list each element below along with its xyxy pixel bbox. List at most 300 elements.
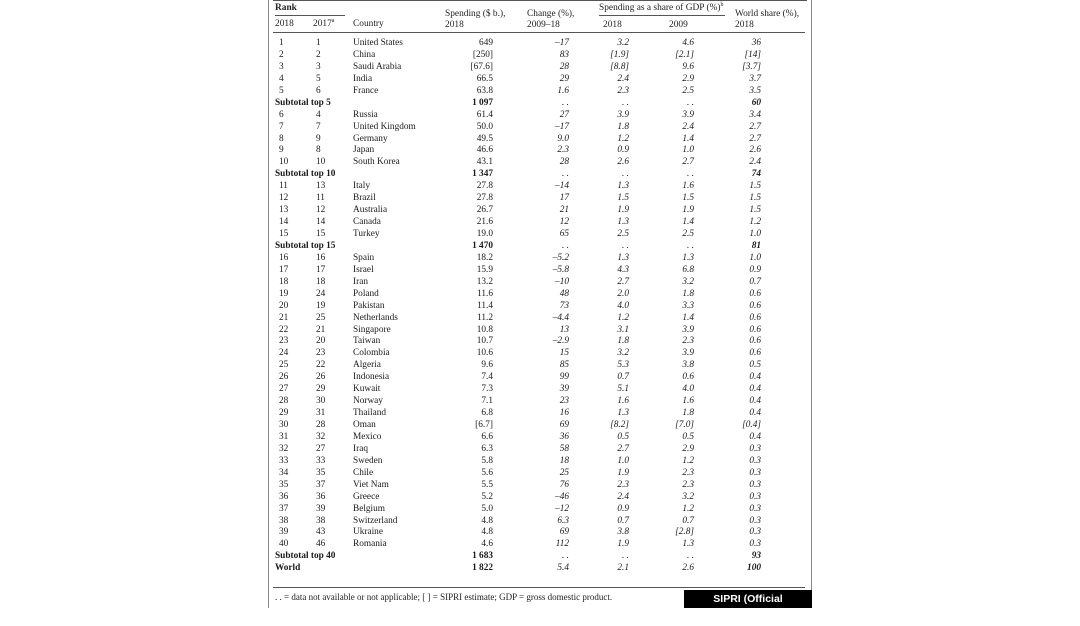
rank-2017-cell: 16 [316,252,326,263]
rank-2018-cell: 4 [279,73,284,84]
rank-2018-cell: 28 [279,396,289,407]
gdp-2018-cell: 2.6 [617,157,629,168]
gdp-2009-cell: 0.5 [682,431,694,442]
rank-2018-cell: 23 [279,336,289,347]
gdp-2018-cell: 4.0 [617,300,629,311]
rank-2018-cell: 19 [279,288,289,299]
gdp-2009-cell: 2.6 [682,563,694,574]
gdp-2009-cell: 4.0 [682,384,694,395]
rank-2018-cell: 14 [279,217,289,228]
table-row [269,133,809,145]
country-cell: Romania [353,539,387,550]
spending-cell: 7.3 [481,384,493,395]
change-cell: –46 [555,491,569,502]
table-row [269,503,809,515]
country-cell: Colombia [353,348,390,359]
table-row [269,204,809,216]
gdp-2018-cell: . . [622,240,629,251]
spending-cell: 10.8 [476,324,493,335]
country-cell: Greece [353,491,380,502]
gdp-2018-cell: 1.3 [617,181,629,192]
rank-2018-cell: 12 [279,193,289,204]
rank-2017-cell: 37 [316,479,326,490]
gdp-2009-cell: 3.9 [682,109,694,120]
rank-2017-cell: 39 [316,503,326,514]
gdp-2018-cell: 3.1 [617,324,629,335]
gdp-2018-cell: 0.7 [617,372,629,383]
country-cell: Oman [353,420,376,430]
table-row [269,491,809,503]
world-share-cell: 0.3 [749,455,761,466]
country-cell: Poland [353,288,379,299]
country-cell: Algeria [353,360,381,371]
world-share-cell: 0.6 [749,336,761,347]
table-row [269,109,809,121]
table-row [269,228,809,240]
gdp-2018-cell: 0.9 [617,503,629,514]
country-cell: United States [353,38,403,48]
world-share-cell: 0.5 [749,360,761,371]
spending-cell: 7.1 [481,396,493,407]
change-cell: –12 [555,503,569,514]
gdp-2018-cell: 1.3 [617,252,629,263]
country-cell: Saudi Arabia [353,61,402,72]
rank-2017-cell: 31 [316,408,326,419]
world-share-cell: 0.9 [749,264,761,275]
rank-2017-cell: 29 [316,384,326,395]
world-share-cell: 0.6 [749,288,761,299]
world-share-cell: 0.3 [749,515,761,526]
rank-2017-cell: 7 [316,121,321,132]
spending-cell: 5.8 [481,455,493,466]
spending-cell: 46.6 [476,145,493,156]
country-cell: Norway [353,396,383,407]
subtotal-row [269,240,809,252]
rank-2018-cell: 11 [279,181,288,192]
table-row [269,538,809,550]
rank-2017-cell: 27 [316,443,326,454]
spending-cell: 1 347 [472,169,493,180]
country-cell: Belgium [353,503,386,514]
change-cell: 29 [559,73,569,84]
change-cell: 69 [559,527,569,538]
gdp-2009-cell: 1.6 [682,181,694,192]
change-cell: . . [562,240,569,251]
rank-2017-cell: 15 [316,229,326,239]
rank-2017-cell: 9 [316,133,321,144]
world-share-cell: 2.4 [749,157,761,168]
gdp-2018-cell: 2.0 [617,288,629,299]
rank-2017-cell: 23 [316,348,326,359]
spending-cell: 10.7 [476,336,493,347]
world-share-cell: 0.4 [749,372,761,383]
spending-cell: 6.8 [481,408,493,419]
change-cell: 58 [559,443,569,454]
spending-cell: 15.9 [476,264,493,275]
table-row [269,276,809,288]
change-cell: . . [562,551,569,562]
change-cell: 9.0 [557,133,569,144]
rank-2018-cell: 33 [279,455,289,466]
gdp-2018-cell: 2.5 [617,229,629,239]
world-share-cell: 81 [751,240,761,251]
header-gdp-2009: 2009 [669,20,688,30]
gdp-2018-cell: 1.5 [617,193,629,204]
gdp-2018-cell: 3.8 [617,527,629,538]
header-country: Country [353,19,384,29]
rank-2018-cell: 32 [279,443,289,454]
table-row [269,455,809,467]
gdp-2018-cell: 2.3 [617,85,629,96]
country-cell: Germany [353,133,388,144]
table-row [269,252,809,264]
world-share-cell: 0.6 [749,324,761,335]
gdp-2018-cell: [8.2] [610,420,629,430]
country-cell: Netherlands [353,312,398,323]
header-spending-l1: Spending ($ b.), [445,9,506,19]
header-gdp-group-note: b [720,1,724,8]
rank-2017-cell: 21 [316,324,326,335]
gdp-2018-cell: 2.3 [617,479,629,490]
spending-cell: 27.8 [476,193,493,204]
world-share-cell: 3.7 [749,73,761,84]
country-cell: Chile [353,467,374,478]
spending-cell: 63.8 [476,85,493,96]
spending-cell: 4.8 [481,515,493,526]
gdp-2009-cell: . . [687,169,694,180]
gdp-2009-cell: 3.2 [682,491,694,502]
gdp-2009-cell: 1.3 [682,252,694,263]
rank-2018-cell: 27 [279,384,289,395]
table-row [269,61,809,73]
gdp-2009-cell: 1.6 [682,396,694,407]
rank-2017-cell: 1 [316,38,321,48]
world-share-cell: 0.4 [749,396,761,407]
rank-2017-cell: 20 [316,336,326,347]
world-share-cell: 0.3 [749,467,761,478]
spending-cell: 49.5 [476,133,493,144]
spending-cell: 5.5 [481,479,493,490]
table-row [269,49,809,61]
gdp-2009-cell: 3.9 [682,348,694,359]
spending-cell: 1 822 [472,563,493,574]
header-gdp-group-label: Spending as a share of GDP (%) [599,3,721,13]
country-cell: Turkey [353,229,380,239]
rank-2017-cell: 30 [316,396,326,407]
change-cell: 76 [559,479,569,490]
rank-2018-cell: 39 [279,527,289,538]
spending-cell: 10.6 [476,348,493,359]
rank-2018-cell: 2 [279,49,284,60]
change-cell: 73 [559,300,569,311]
table-row [269,431,809,443]
gdp-2018-cell: 0.5 [617,431,629,442]
world-share-cell: 60 [751,97,761,108]
spending-cell: [67.6] [470,61,493,72]
world-share-cell: 100 [747,563,761,574]
rank-2018-cell: 24 [279,348,289,359]
change-cell: 36 [559,431,569,442]
gdp-2009-cell: 1.2 [682,455,694,466]
gdp-2009-cell: 3.9 [682,324,694,335]
change-cell: –2.9 [552,336,569,347]
country-cell: Brazil [353,193,376,204]
world-share-cell: 36 [751,38,761,48]
country-cell: Spain [353,252,375,263]
gdp-2009-cell: 1.4 [682,217,694,228]
change-cell: 16 [559,408,569,419]
spending-cell: 21.6 [476,217,493,228]
rank-2017-cell: 13 [316,181,326,192]
table-row [269,467,809,479]
world-share-cell: 0.3 [749,503,761,514]
table-row [269,479,809,491]
table-row [269,335,809,347]
change-cell: 6.3 [557,515,569,526]
gdp-2009-cell: 1.9 [682,205,694,216]
change-cell: 12 [559,217,569,228]
spending-cell: 4.8 [481,527,493,538]
world-share-cell: 3.5 [749,85,761,96]
rank-2018-cell: 30 [279,420,289,430]
rank-2017-cell: 10 [316,157,326,168]
country-cell: Pakistan [353,300,385,311]
rank-2017-cell: 26 [316,372,326,383]
gdp-2009-cell: 1.4 [682,133,694,144]
world-share-cell: 0.6 [749,300,761,311]
sipri-table-document [268,0,812,608]
spending-cell: 5.0 [481,503,493,514]
country-cell: Switzerland [353,515,398,526]
table-row [269,156,809,168]
change-cell: 112 [555,539,569,550]
rank-2017-cell: 3 [316,61,321,72]
world-share-cell: 0.3 [749,491,761,502]
table-row [269,407,809,419]
rank-2017-cell: 36 [316,491,326,502]
spending-cell: 6.6 [481,431,493,442]
table-top-rule [273,0,807,1]
spending-cell: 18.2 [476,252,493,263]
change-cell: 28 [559,157,569,168]
subtotal-label: Subtotal top 5 [275,97,331,108]
gdp-2018-cell: 1.6 [617,396,629,407]
change-cell: –10 [555,276,569,287]
rank-2017-cell: 17 [316,264,326,275]
rank-2017-cell: 38 [316,515,326,526]
rank-2017-cell: 28 [316,420,326,430]
spending-cell: 26.7 [476,205,493,216]
gdp-2018-cell: 1.3 [617,217,629,228]
country-cell: Thailand [353,408,387,419]
header-gdp-group [599,3,724,13]
gdp-2018-cell: 1.0 [617,455,629,466]
rank-2018-cell: 16 [279,252,289,263]
gdp-2018-cell: 1.2 [617,312,629,323]
change-cell: 17 [559,193,569,204]
change-cell: –4.4 [552,312,569,323]
change-cell: . . [562,97,569,108]
gdp-2009-cell: 2.7 [682,157,694,168]
rank-2018-cell: 25 [279,360,289,371]
rank-2018-cell: 35 [279,479,289,490]
gdp-2018-cell: [8.8] [610,61,629,72]
world-share-cell: 74 [751,169,761,180]
country-cell: Iraq [353,443,368,454]
table-bottom-rule [273,587,805,588]
country-cell: Italy [353,181,371,192]
table-row [269,180,809,192]
gdp-2009-cell: 1.8 [682,288,694,299]
gdp-2009-cell: 9.6 [682,61,694,72]
subtotal-label: World [275,563,301,574]
gdp-2018-cell: 1.9 [617,539,629,550]
rank-2018-cell: 6 [279,109,284,120]
world-share-cell: 0.3 [749,479,761,490]
gdp-2009-cell: [2.8] [675,527,694,538]
change-cell: 99 [559,372,569,383]
world-share-cell: 0.6 [749,312,761,323]
spending-cell: [250] [472,49,493,60]
spending-cell: 5.2 [481,491,493,502]
subtotal-row [269,550,809,562]
country-cell: Israel [353,264,374,275]
rank-2018-cell: 18 [279,276,289,287]
world-share-cell: 1.5 [749,193,761,204]
spending-cell: 11.2 [477,312,493,323]
gdp-2018-cell: [1.9] [610,49,629,60]
gdp-2009-cell: 2.5 [682,229,694,239]
rank-2017-cell: 2 [316,49,321,60]
world-share-cell: 0.3 [749,527,761,538]
spending-cell: 11.4 [477,300,493,311]
rank-2017-cell: 35 [316,467,326,478]
change-cell: 69 [559,420,569,430]
gdp-2009-cell: 2.5 [682,85,694,96]
spending-cell: 4.6 [481,539,493,550]
gdp-2009-cell: . . [687,551,694,562]
gdp-2009-cell: [2.1] [675,49,694,60]
rank-2017-cell: 12 [316,205,326,216]
gdp-2018-cell: 3.2 [617,38,629,48]
table-row [269,37,809,49]
rank-2017-cell: 46 [316,539,326,550]
gdp-2009-cell: 1.0 [682,145,694,156]
gdp-2018-cell: 3.9 [617,109,629,120]
table-row [269,359,809,371]
spending-cell: 7.4 [481,372,493,383]
rank-2018-cell: 10 [279,157,289,168]
change-cell: –14 [555,181,569,192]
header-rank-2017-note: a [331,17,335,24]
table-row [269,288,809,300]
rank-2017-cell: 25 [316,312,326,323]
gdp-2009-cell: 2.3 [682,479,694,490]
header-bottom-rule [273,32,805,33]
spending-cell: 11.6 [477,288,493,299]
table-row [269,264,809,276]
table-row [269,419,809,431]
country-cell: Sweden [353,455,383,466]
gdp-2018-cell: 2.4 [617,491,629,502]
table-row [269,383,809,395]
gdp-2018-cell: . . [622,169,629,180]
table-row [269,192,809,204]
gdp-2018-cell: 2.1 [617,563,629,574]
table-row [269,443,809,455]
subtotal-label: Subtotal top 15 [275,240,336,251]
spending-cell: 649 [479,38,493,48]
change-cell: 13 [559,324,569,335]
spending-cell: 19.0 [476,229,493,239]
country-cell: Australia [353,205,388,216]
header-spending-l2: 2018 [445,20,464,30]
subtotal-row [269,97,809,109]
country-cell: United Kingdom [353,121,416,132]
rank-2017-cell: 5 [316,73,321,84]
gdp-2009-cell: . . [687,97,694,108]
change-cell: 21 [559,205,569,216]
country-cell: Kuwait [353,384,381,395]
gdp-2009-cell: 3.2 [682,276,694,287]
gdp-2018-cell: . . [622,551,629,562]
gdp-2018-cell: 1.2 [617,133,629,144]
spending-cell: 43.1 [476,157,493,168]
table-row [269,395,809,407]
rank-2018-cell: 26 [279,372,289,383]
table-footnote: . . = data not available or not applicable; [ ] = SIPRI estimate; GDP = gross domestic product. [275,592,613,602]
header-rank-2017-label: 2017 [313,19,332,29]
gdp-2009-cell: 1.8 [682,408,694,419]
table-row [269,526,809,538]
table-row [269,312,809,324]
gdp-2018-cell: 5.1 [617,384,629,395]
rank-2018-cell: 22 [279,324,289,335]
world-share-cell: 0.3 [749,539,761,550]
gdp-2018-cell: 5.3 [617,360,629,371]
gdp-2009-cell: 4.6 [682,38,694,48]
subtotal-row [269,168,809,180]
table-row [269,324,809,336]
table-body [269,37,809,574]
rank-2017-cell: 8 [316,145,321,156]
country-cell: Ukraine [353,527,383,538]
world-share-cell: 0.4 [749,408,761,419]
gdp-2009-cell: 2.3 [682,467,694,478]
table-row [269,515,809,527]
rank-underline [275,15,345,16]
change-cell: 18 [559,455,569,466]
rank-2018-cell: 17 [279,264,289,275]
rank-2018-cell: 1 [279,38,284,48]
rank-2018-cell: 9 [279,145,284,156]
change-cell: 28 [559,61,569,72]
gdp-2009-cell: 1.3 [682,539,694,550]
world-share-cell: 1.0 [749,252,761,263]
world-share-cell: 2.7 [749,133,761,144]
gdp-2018-cell: 2.7 [617,443,629,454]
rank-2018-cell: 8 [279,133,284,144]
rank-2017-cell: 14 [316,217,326,228]
spending-cell: 13.2 [476,276,493,287]
change-cell: –5.2 [552,252,569,263]
gdp-2018-cell: 2.4 [617,73,629,84]
table-row [269,85,809,97]
spending-cell: 5.6 [481,467,493,478]
rank-2018-cell: 20 [279,300,289,311]
rank-2018-cell: 15 [279,229,289,239]
header-rank-2018: 2018 [275,19,294,29]
